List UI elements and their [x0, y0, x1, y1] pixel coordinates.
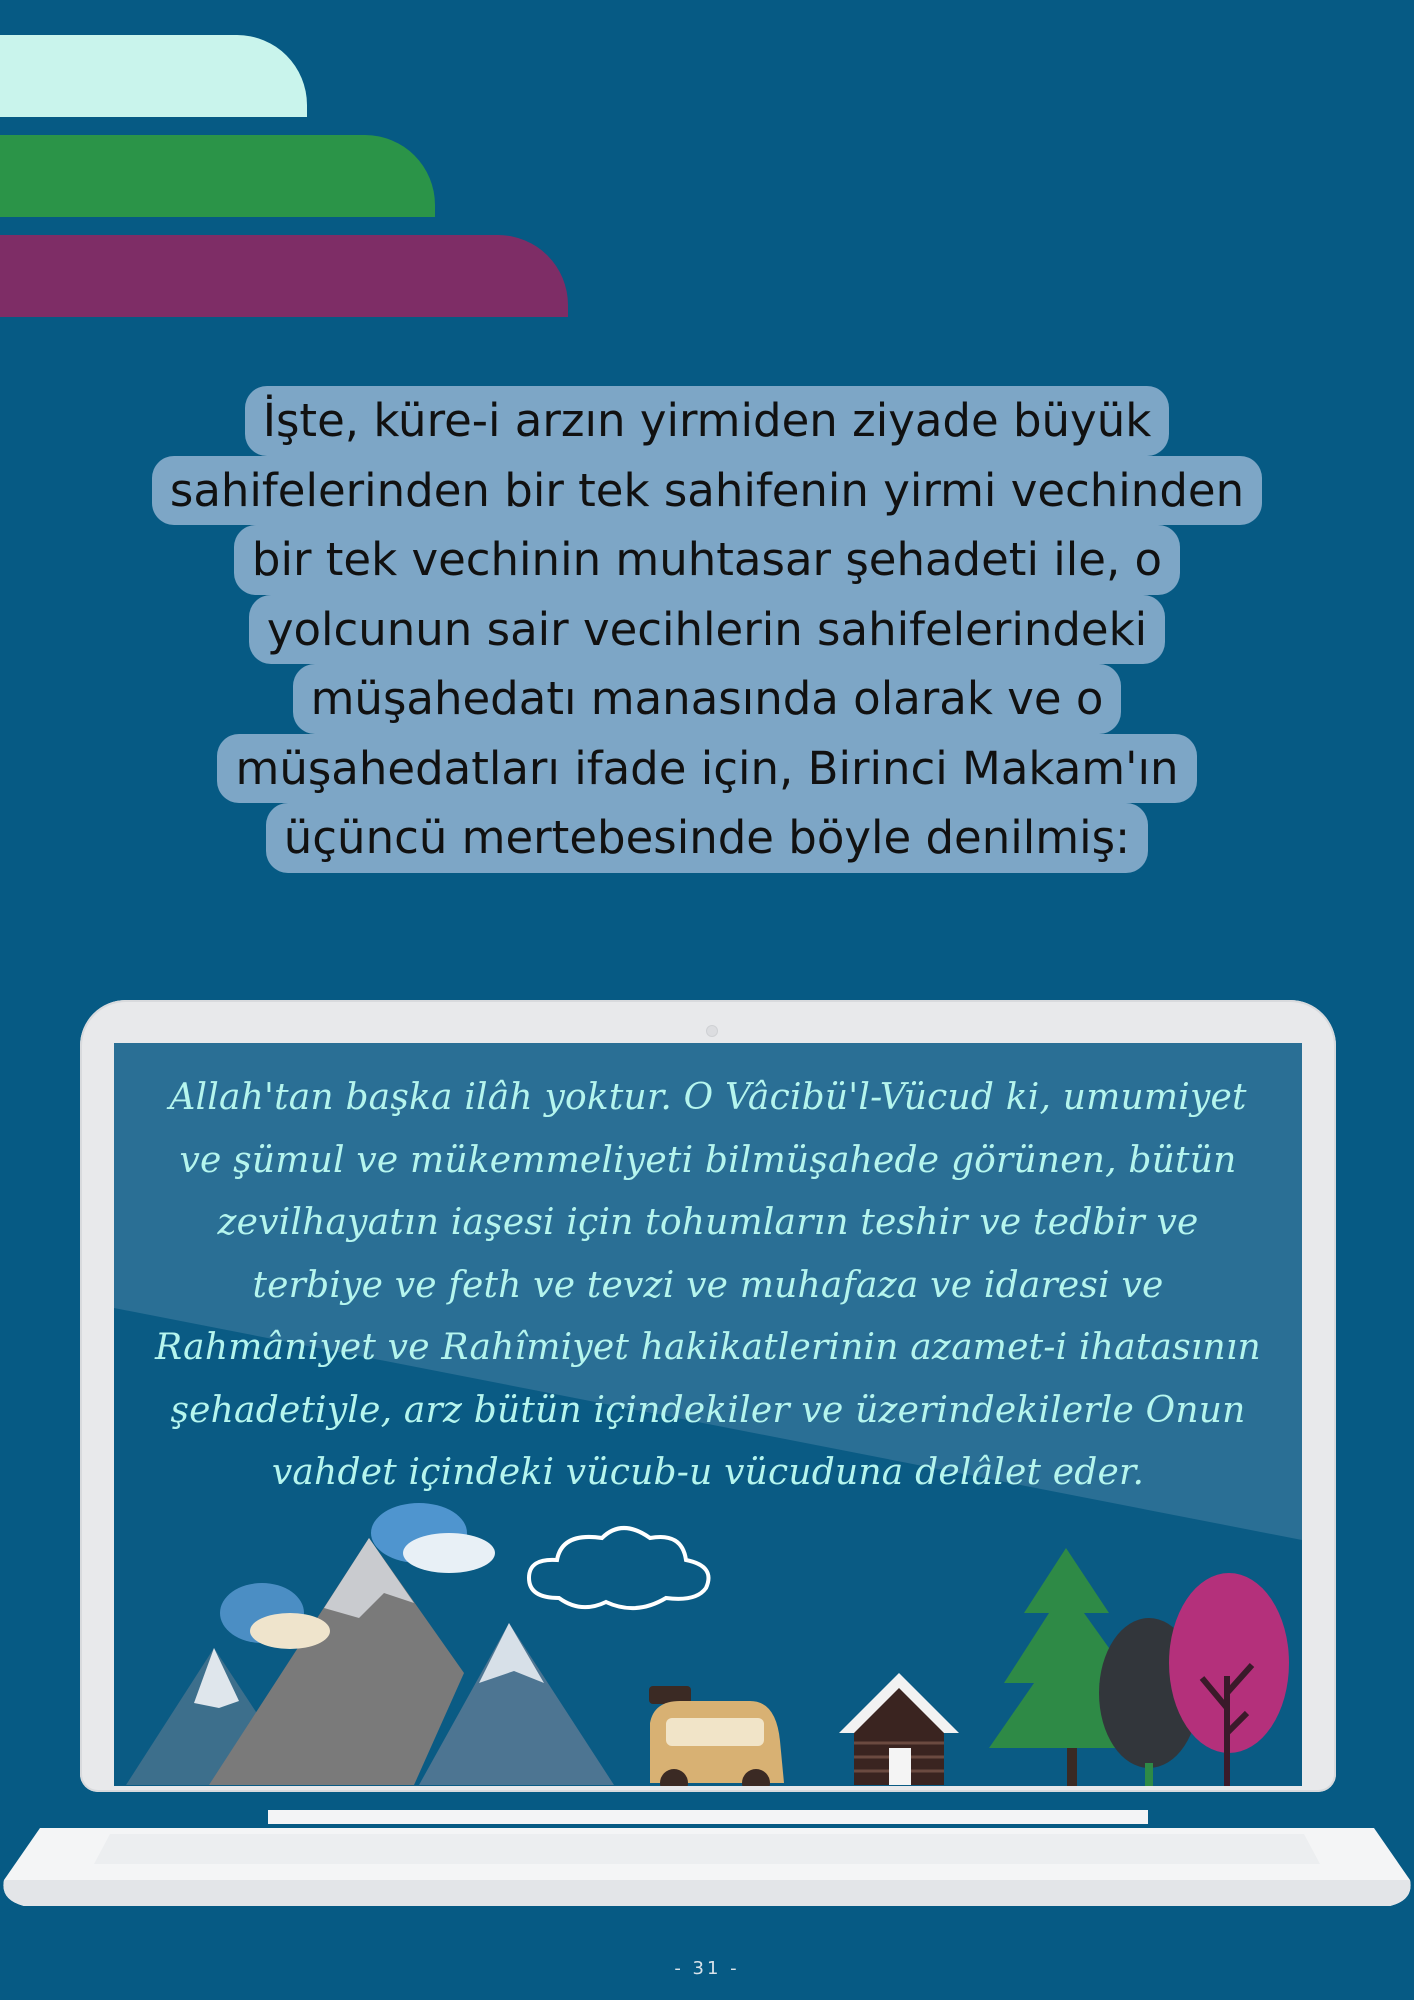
intro-line: üçüncü mertebesinde böyle denilmiş: [266, 803, 1148, 873]
laptop-screen [114, 1043, 1302, 1786]
screen-quote [114, 1067, 1302, 1505]
screen-line: Allah'tan başka ilâh yoktur. O Vâcibü'l-Vücud ki, umumiyet [169, 1077, 1247, 1118]
cloud-blue-large-icon [371, 1503, 495, 1573]
screen-line: Rahmâniyet ve Rahîmiyet hakikatlerinin azamet-i ihatasının [155, 1327, 1261, 1368]
intro-line: müşahedatı manasında olarak ve o [293, 664, 1122, 734]
intro-line: yolcunun sair vecihlerin sahifelerindeki [249, 595, 1165, 665]
intro-line: İşte, küre-i arzın yirmiden ziyade büyük [245, 386, 1170, 456]
decor-bar-green [0, 135, 435, 217]
intro-line: müşahedatları ifade için, Birinci Makam'ın [217, 734, 1196, 804]
screen-line: ve şümul ve mükemmeliyeti bilmüşahede görünen, bütün [179, 1139, 1237, 1181]
screen-line: zevilhayatın iaşesi için tohumların teshir ve tedbir ve [217, 1202, 1199, 1243]
intro-line: sahifelerinden bir tek sahifenin yirmi vechinden [152, 456, 1262, 526]
cloud-blue-small-icon [220, 1583, 330, 1649]
decor-bar-mint [0, 35, 307, 117]
cloud-outline-icon [529, 1528, 709, 1608]
intro-quote [100, 386, 1314, 873]
intro-line: bir tek vechinin muhtasar şehadeti ile, o [234, 525, 1180, 595]
screen-line: şehadetiyle, arz bütün içindekiler ve üzerindekilerle Onun [170, 1389, 1246, 1431]
van-icon [649, 1686, 784, 1786]
screen-line: terbiye ve feth ve tevzi ve muhafaza ve idaresi ve [252, 1264, 1164, 1306]
page-number: - 31 - [674, 1958, 740, 1979]
laptop-camera [706, 1025, 718, 1037]
screen-line: vahdet içindeki vücub-u vücuduna delâlet eder. [271, 1452, 1145, 1493]
pink-tree-icon [1169, 1573, 1289, 1786]
cabin-icon [839, 1673, 959, 1785]
decor-bar-purple [0, 235, 568, 317]
laptop-base [0, 1820, 1414, 1912]
mountain-large-icon [209, 1538, 464, 1785]
